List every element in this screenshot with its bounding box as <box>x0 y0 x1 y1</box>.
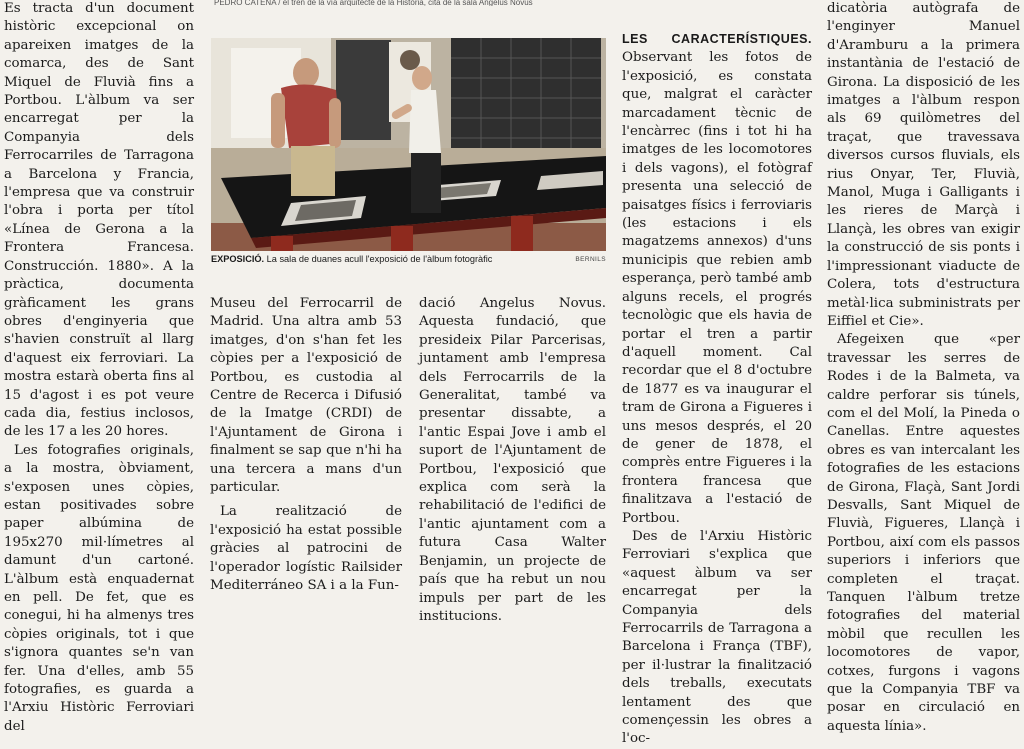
paragraph: Des de l'Arxiu Històric Ferroviari s'explica que «aquest àlbum va ser encarregat per la Companyia dels Ferrocarrils de Tarragona a Barcelona i França (TBF), per il·lustrar la finalització dels treballs, executats lentament des que començessin les obres a l'oc- <box>622 528 812 747</box>
caption-text: La sala de duanes acull l'exposició de l'àlbum fotogràfic <box>266 254 493 264</box>
paragraph: La realització de l'exposició ha estat possible gràcies al patrocini de l'operador logístic Railsider Mediterráneo SA i a la Fun- <box>210 504 402 594</box>
paragraph: dicatòria autògrafa de l'enginyer Manuel d'Aramburu a la primera instantània de l'estació de Girona. La disposició de les imatges a l'àlbum respon als 69 quilòmetres del traçat, que travessava diversos cursos fluvials, els rius Onyar, Ter, Fluvià, Manol, Muga i Galligants i les rieres de Marçà i Llançà, les obres van exigir la construcció de sis ponts i l'impressionant viaducte de Colera, tots d'estructura metàl·lica subministrats per Eiffiel et Cie». <box>827 1 1020 329</box>
cut-off-caption-fragment: PEDRO CATENA / el tren de la vía arquitecte de la Història, cita de la sala Angelus Novus <box>214 0 533 6</box>
article-column-5 <box>827 0 1020 736</box>
paragraph: Les fotografies originals, a la mostra, òbviament, s'exposen unes còpies, estan positivades sobre paper albúmina de 195x270 mil·límetres al damunt d'un cartoné. L'àlbum està enquadernat en pell. De fet, que es conegui, hi ha almenys tres còpies originals, tot i que s'ignora quantes se'n van fer. Una d'elles, amb 55 fotografies, es guarda a l'Arxiu Històric Ferroviari del <box>4 442 194 734</box>
article-column-4 <box>622 30 812 749</box>
article-column-2 <box>210 295 402 596</box>
paragraph: Es tracta d'un document històric excepcional on apareixen imatges de la comarca, des de Sant Miquel de Fluvià fins a Portbou. L'àlbum va ser encarregat per la Companyia dels Ferrocarriles de Tarragona a Barcelona y Francia, l'empresa que va construir l'obra i porta per títol «Línea de Gerona a la Frontera Francesa. Construcción. 1880». A la pràctica, documenta gràficament les grans obres d'enginyeria que s'havien construït al llarg d'aquest eix ferroviari. La mostra estarà oberta fins al 15 d'agost i es pot veure cada dia, festius inclosos, de les 17 a les 20 hores. <box>4 1 194 440</box>
paragraph-text: Observant les fotos de l'exposició, es constata que, malgrat el caràcter marcadament tècnic de l'encàrrec (fins i tot hi ha imatges de les locomotores i dels vagons), el fotògraf presenta una selecció de paisatges físics i ferroviaris (les estacions i els magatzems annexos) d'uns municipis que rebien amb esperança, però també amb alguns recels, el progrés tecnològic que els havia de portar el tren a partir d'aquell moment. Cal recordar que el 8 d'octubre de 1877 es va inaugurar el tram de Girona a Figueres i uns mesos després, el 20 de gener de 1878, el comprès entre Figueres i la frontera francesa que finalitzava a l'estació de Portbou. <box>622 50 812 526</box>
exhibition-photo <box>211 38 606 251</box>
paragraph: Museu del Ferrocarril de Madrid. Una altra amb 53 imatges, d'on s'han fet les còpies per a l'exposició de Portbou, es custodia al Centre de Recerca i Difusió de la Imatge (CRDI) de l'Ajuntament de Girona i finalment se sap que n'hi ha una tercera a mans d'un particular. <box>210 296 402 496</box>
section-heading: LES CARACTERÍSTIQUES. <box>622 32 812 46</box>
paragraph: Afegeixen que «per travessar les serres de Rodes i de la Balmeta, va caldre perforar sis túnels, com el del Molí, la Pineda o Canellas. Entre aquestes obres es van intercalant les fotografies de les estacions de Girona, Flaçà, Sant Jordi Desvalls, Sant Miquel de Fluvià, Figueres, Llançà i Portbou, així com els passos superiors i inferiors que completen el traçat. Tanquen l'àlbum tretze fotografies del material mòbil que recullen les locomotores de vapor, cotxes, furgons i vagons que la Companyia TBF va posar en circulació en aquesta línia». <box>827 332 1020 734</box>
article-column-1 <box>4 0 194 736</box>
caption-label: EXPOSICIÓ. <box>211 254 265 264</box>
paragraph: dació Angelus Novus. Aquesta fundació, que presideix Pilar Parcerisas, juntament amb l'empresa dels Ferrocarrils de la Generalitat, també va presentar dissabte, a l'antic Espai Jove i amb el suport de l'Ajuntament de Portbou, l'exposició que explica com serà la rehabilitació de l'edifici de l'antic ajuntament com a futura Casa Walter Benjamin, un projecte de país que ha rebut un nou impuls per part de les institucions. <box>419 296 606 624</box>
paragraph <box>622 30 812 528</box>
photo-caption <box>211 253 606 265</box>
article-column-3 <box>419 295 606 626</box>
photo-credit: BERNILS <box>575 256 606 263</box>
